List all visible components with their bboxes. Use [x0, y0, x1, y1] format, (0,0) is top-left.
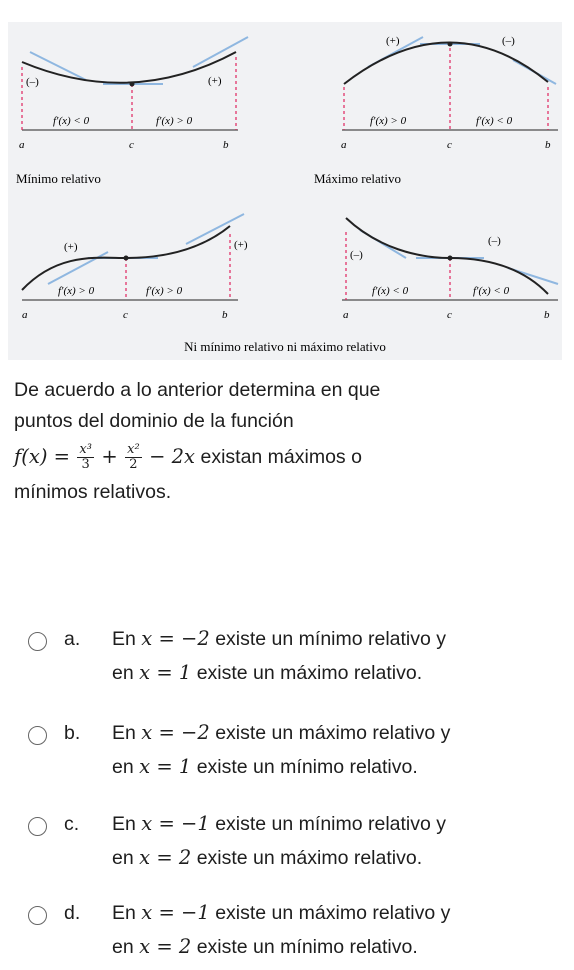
svg-text:b: b [545, 139, 551, 151]
svg-text:b: b [223, 139, 229, 151]
option-letter: a. [64, 628, 81, 650]
derivative-label-left: f′(x) > 0 [370, 115, 407, 127]
option-letter: c. [64, 813, 80, 835]
extrema-diagram [8, 22, 562, 360]
sign-left: (+) [386, 35, 400, 47]
sign-left: (–) [350, 249, 363, 261]
answer-option-a[interactable] [28, 622, 563, 694]
svg-text:c: c [447, 139, 452, 151]
question-line-2: puntos del dominio de la función [14, 410, 294, 432]
sign-right: (+) [234, 239, 248, 251]
svg-text:a: a [341, 139, 347, 151]
svg-text:b: b [222, 309, 228, 321]
svg-text:b: b [544, 309, 550, 321]
option-text: En x = −1 existe un máximo relativo y en x = 2 existe un mínimo relativo. [112, 901, 451, 958]
answer-option-d[interactable] [28, 896, 563, 968]
question-line-3 [14, 437, 562, 477]
svg-text:a: a [22, 309, 28, 321]
derivative-label-right: f′(x) > 0 [146, 285, 183, 297]
function-lhs: f(x) = [14, 445, 70, 468]
svg-text:a: a [343, 309, 349, 321]
sign-right: (+) [208, 75, 222, 87]
question-line-1: De acuerdo a lo anterior determina en que [14, 379, 381, 401]
svg-text:a: a [19, 139, 25, 151]
question-text [14, 375, 562, 508]
answer-option-b[interactable] [28, 716, 563, 788]
answer-option-c[interactable] [28, 807, 563, 879]
derivative-label-left: f′(x) > 0 [58, 285, 95, 297]
panel-decreasing-no-extremum [342, 218, 558, 321]
panel-increasing-no-extremum [22, 214, 248, 321]
question-line-4: mínimos relativos. [14, 481, 172, 503]
option-text: En x = −1 existe un mínimo relativo y en x = 2 existe un máximo relativo. [112, 812, 447, 869]
sign-left: (+) [64, 241, 78, 253]
radio-button-c[interactable] [28, 817, 47, 836]
fraction-term-2: $\frac{\text{x²}}{2}$ [127, 442, 140, 473]
sign-right: (–) [502, 35, 515, 47]
radio-button-d[interactable] [28, 906, 47, 925]
panel-relative-minimum [19, 37, 248, 151]
panel-relative-maximum [341, 35, 558, 151]
extrema-figure [8, 22, 562, 360]
svg-text:c: c [123, 309, 128, 321]
sign-right: (–) [488, 235, 501, 247]
question-line-3-tail: existan máximos o [200, 446, 362, 468]
derivative-label-right: f′(x) < 0 [473, 285, 510, 297]
caption-minimum: Mínimo relativo [16, 171, 101, 186]
derivative-label-left: f′(x) < 0 [53, 115, 90, 127]
fraction-term-1: $\frac{\text{x³}}{3}$ [79, 442, 92, 473]
option-text: En x = −2 existe un máximo relativo y en x = 1 existe un mínimo relativo. [112, 721, 451, 778]
plus-sign: + [101, 445, 118, 468]
sign-left: (–) [26, 76, 39, 88]
svg-text:c: c [129, 139, 134, 151]
derivative-label-right: f′(x) > 0 [156, 115, 193, 127]
radio-button-a[interactable] [28, 632, 47, 651]
derivative-label-right: f′(x) < 0 [476, 115, 513, 127]
derivative-label-left: f′(x) < 0 [372, 285, 409, 297]
option-letter: d. [64, 902, 81, 924]
linear-term: − 2x [149, 445, 196, 468]
option-letter: b. [64, 722, 81, 744]
svg-text:c: c [447, 309, 452, 321]
caption-maximum: Máximo relativo [314, 171, 402, 186]
option-text: En x = −2 existe un mínimo relativo y en x = 1 existe un máximo relativo. [112, 627, 447, 684]
radio-button-b[interactable] [28, 726, 47, 745]
caption-no-extremum: Ni mínimo relativo ni máximo relativo [184, 339, 386, 354]
